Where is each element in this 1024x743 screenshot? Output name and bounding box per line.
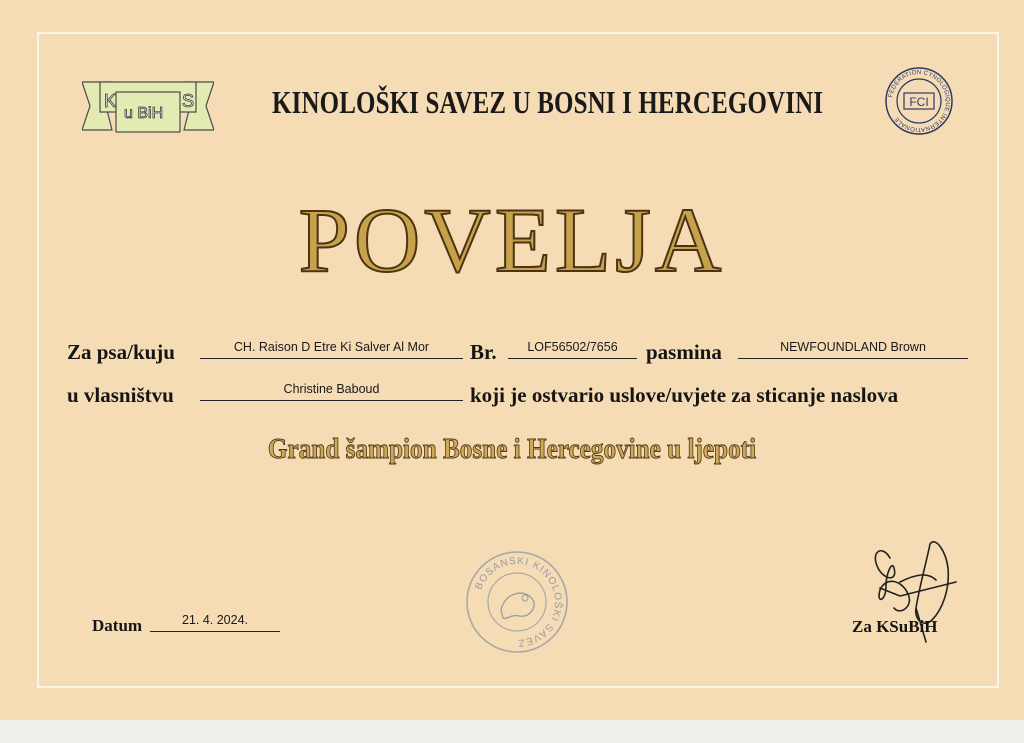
date-field: 21. 4. 2024. xyxy=(150,613,280,632)
certificate-title: POVELJA xyxy=(298,189,726,291)
svg-text:u BiH: u BiH xyxy=(124,105,164,122)
date-label: Datum xyxy=(92,616,143,635)
owner-label: u vlasništvu xyxy=(67,383,174,407)
svg-text:K: K xyxy=(104,91,117,111)
svg-text:FCI: FCI xyxy=(909,95,929,109)
organization-heading: KINOLOŠKI SAVEZ U BOSNI I HERCEGOVINI xyxy=(272,84,824,120)
condition-text: koji je ostvario uslove/uvjete za sticanje naslova xyxy=(470,383,899,407)
dog-name-field: CH. Raison D Etre Ki Salver Al Mor xyxy=(200,340,463,359)
breed-label: pasmina xyxy=(646,340,722,364)
signatory-label: Za KSuBiH xyxy=(852,617,938,636)
scan-margin xyxy=(0,720,1024,743)
svg-text:BOSANSKI KINOLOŠKI SAVEZ: BOSANSKI KINOLOŠKI SAVEZ xyxy=(473,555,564,649)
registration-number-field: LOF56502/7656 xyxy=(508,340,637,359)
svg-text:FEDERATION CYNOLOGIQUE INTERNA: FEDERATION CYNOLOGIQUE INTERNATIONALE xyxy=(888,69,951,133)
dog-label: Za psa/kuju xyxy=(67,340,175,364)
fci-logo xyxy=(884,66,954,136)
kubihs-logo xyxy=(82,76,214,136)
number-label: Br. xyxy=(470,340,497,364)
association-seal xyxy=(463,548,571,656)
owner-field: Christine Baboud xyxy=(200,382,463,401)
award-title: Grand šampion Bosne i Hercegovine u ljepoti xyxy=(267,434,757,465)
svg-text:S: S xyxy=(182,91,195,111)
breed-field: NEWFOUNDLAND Brown xyxy=(738,340,968,359)
